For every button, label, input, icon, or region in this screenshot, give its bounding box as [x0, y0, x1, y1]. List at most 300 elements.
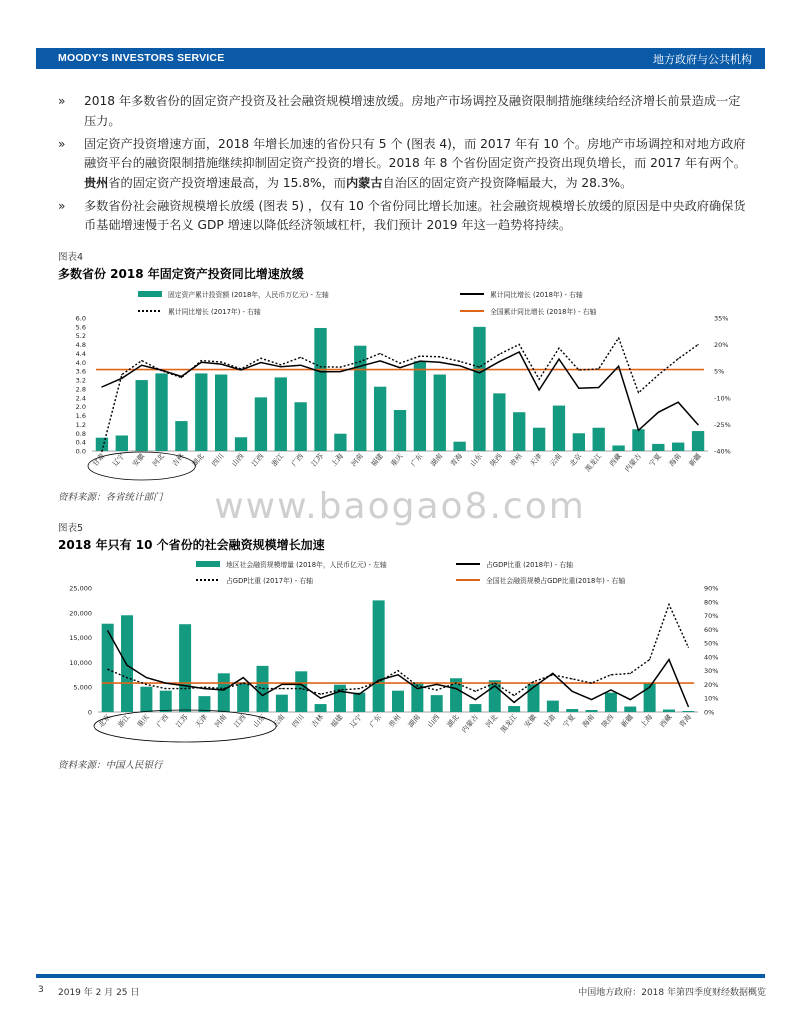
y-right-tick-label: 50%: [704, 639, 719, 648]
y-left-tick-label: 0.4: [75, 438, 86, 447]
x-tick-label: 河北: [484, 713, 500, 730]
y-left-tick-label: 3.6: [75, 367, 86, 376]
x-tick-label: 重庆: [389, 452, 405, 469]
data-point: [578, 369, 579, 370]
data-point: [678, 358, 679, 359]
data-point: [668, 604, 669, 605]
y-left-tick-label: 0.8: [75, 429, 86, 438]
data-point: [121, 374, 122, 375]
data-point: [638, 430, 639, 431]
y-right-tick-label: 10%: [704, 694, 719, 703]
x-tick-label: 青海: [449, 452, 465, 469]
y-right-tick-label: 0%: [704, 708, 715, 717]
legend-label: 固定资产累计投资额 (2018年，人民币万亿元) - 左轴: [168, 291, 329, 299]
bar: [573, 433, 585, 451]
data-point: [514, 695, 515, 696]
x-tick-label: 陕西: [600, 713, 616, 730]
data-point: [419, 360, 420, 361]
x-tick-label: 贵州: [387, 713, 403, 730]
data-point: [260, 362, 261, 363]
bar: [374, 387, 386, 451]
x-tick-label: 新疆: [619, 713, 635, 730]
footer-doc-title: 中国地方政府：2018 年第四季度财经数据概览: [578, 988, 766, 998]
x-tick-label: 江西: [232, 713, 248, 730]
data-point: [417, 688, 418, 689]
data-point: [320, 698, 321, 699]
bar: [473, 327, 485, 451]
bar: [155, 373, 167, 451]
y-left-tick-label: 2.8: [75, 385, 86, 394]
x-tick-label: 青海: [677, 713, 693, 730]
data-point: [533, 687, 534, 688]
bar: [198, 696, 210, 712]
y-right-tick-label: -25%: [714, 420, 731, 429]
y-right-tick-label: 70%: [704, 612, 719, 621]
bar: [334, 685, 346, 712]
x-tick-label: 内蒙古: [460, 713, 480, 735]
bar: [612, 445, 624, 451]
bar: [682, 711, 694, 712]
data-point: [499, 354, 500, 355]
data-point: [697, 424, 698, 425]
brand-name: MOODY'S INVESTORS SERVICE: [58, 52, 225, 64]
data-point: [436, 684, 437, 685]
bar: [692, 431, 704, 451]
bar: [605, 693, 617, 712]
data-point: [320, 366, 321, 367]
bar: [392, 691, 404, 712]
data-point: [479, 372, 480, 373]
bar: [96, 438, 108, 451]
data-point: [280, 364, 281, 365]
y-left-tick-label: 4.4: [75, 349, 86, 358]
data-point: [221, 361, 222, 362]
data-point: [359, 693, 360, 694]
x-tick-label: 安徽: [522, 713, 539, 730]
data-point: [688, 706, 689, 707]
y-left-tick-label: 10,000: [69, 658, 92, 667]
data-point: [538, 379, 539, 380]
bar: [453, 442, 465, 451]
bar: [215, 375, 227, 451]
data-point: [184, 685, 185, 686]
data-point: [280, 366, 281, 367]
x-tick-label: 四川: [290, 713, 306, 730]
data-point: [221, 364, 222, 365]
data-point: [223, 689, 224, 690]
bar: [414, 361, 426, 451]
bar: [275, 377, 287, 451]
bullet-text: 2018 年多数省份的固定资产投资及社会融资规模增速放缓。房地产市场调控及融资限制措施继续给经济增长前景造成一定压力。: [84, 94, 741, 128]
data-point: [397, 674, 398, 675]
data-point: [320, 693, 321, 694]
y-right-tick-label: 30%: [704, 667, 719, 676]
bullet-item: [58, 135, 748, 194]
bullet-marker: »: [58, 94, 66, 108]
y-left-tick-label: 3.2: [75, 376, 86, 385]
x-tick-label: 新疆: [687, 452, 703, 469]
y-left-tick-label: 2.4: [75, 394, 86, 403]
y-left-tick-label: 0.0: [75, 447, 86, 456]
data-point: [610, 689, 611, 690]
figure4-label: 图表4: [58, 252, 84, 263]
data-point: [107, 669, 108, 670]
footer-bar: [36, 974, 765, 978]
data-point: [572, 691, 573, 692]
data-point: [630, 699, 631, 700]
data-point: [399, 367, 400, 368]
x-tick-label: 上海: [639, 713, 655, 730]
x-tick-label: 贵州: [508, 452, 524, 469]
y-right-tick-label: 5%: [714, 367, 725, 376]
data-point: [101, 451, 102, 452]
x-tick-label: 山东: [468, 452, 485, 469]
data-point: [101, 386, 102, 387]
bar: [276, 695, 288, 712]
data-point: [359, 688, 360, 689]
data-point: [514, 702, 515, 703]
x-tick-label: 河南: [213, 713, 229, 730]
data-point: [301, 684, 302, 685]
x-tick-label: 福建: [329, 713, 345, 730]
x-tick-label: 广西: [290, 452, 306, 469]
x-tick-label: 安徽: [131, 452, 147, 469]
data-point: [459, 361, 460, 362]
data-point: [165, 688, 166, 689]
x-tick-label: 广西: [155, 713, 171, 730]
bar: [179, 624, 191, 712]
x-tick-label: 辽宁: [348, 713, 364, 730]
data-point: [475, 699, 476, 700]
bar: [593, 428, 605, 451]
data-point: [598, 387, 599, 388]
bar: [632, 429, 644, 451]
data-point: [126, 665, 127, 666]
y-right-tick-label: 35%: [714, 314, 729, 323]
bar: [394, 410, 406, 451]
data-point: [668, 659, 669, 660]
legend-label: 累计同比增长 (2017年) - 右轴: [168, 308, 261, 316]
y-left-tick-label: 20,000: [69, 609, 92, 618]
bar: [586, 710, 598, 712]
x-tick-label: 山西: [426, 713, 442, 730]
bar: [195, 373, 207, 451]
legend-label: 占GDP比重 (2018年) - 右轴: [486, 561, 573, 569]
figure4-title: 多数省份 2018 年固定资产投资同比增速放缓: [58, 267, 304, 281]
data-point: [459, 365, 460, 366]
y-left-tick-label: 15,000: [69, 634, 92, 643]
bar: [237, 682, 249, 712]
data-point: [161, 370, 162, 371]
data-point: [300, 357, 301, 358]
legend-label: 地区社会融资规模增量 (2018年，人民币亿元) - 左轴: [226, 561, 387, 569]
data-point: [107, 630, 108, 631]
watermark: www.baogao8.com: [214, 486, 586, 527]
data-point: [262, 688, 263, 689]
bar: [140, 687, 152, 712]
bullet-text: 自治区的固定资产投资降幅最大，为 28.3%。: [382, 175, 633, 190]
data-point: [201, 360, 202, 361]
bar: [235, 437, 247, 451]
bar: [652, 444, 664, 451]
x-tick-label: 海南: [580, 713, 597, 730]
bar: [553, 406, 565, 451]
bullet-list: [58, 92, 748, 239]
figure4-chart: [0, 282, 800, 482]
data-point: [649, 659, 650, 660]
x-tick-label: 宁夏: [561, 713, 577, 730]
data-point: [223, 688, 224, 689]
data-point: [455, 688, 456, 689]
data-point: [494, 685, 495, 686]
legend-swatch: [196, 561, 220, 567]
data-point: [436, 689, 437, 690]
data-point: [181, 377, 182, 378]
y-right-tick-label: 80%: [704, 598, 719, 607]
x-tick-label: 北京: [97, 713, 113, 730]
data-point: [455, 682, 456, 683]
data-point: [618, 366, 619, 367]
data-point: [558, 348, 559, 349]
x-tick-label: 河北: [150, 452, 167, 469]
data-point: [598, 368, 599, 369]
x-tick-label: 重庆: [135, 713, 151, 730]
data-point: [658, 374, 659, 375]
x-tick-label: 上海: [329, 452, 345, 469]
bullet-text: 省的固定资产投资增速最高，为 15.8%，而: [108, 175, 346, 190]
data-point: [146, 677, 147, 678]
bar: [295, 671, 307, 712]
data-point: [610, 674, 611, 675]
bar: [513, 412, 525, 451]
bar: [624, 707, 636, 712]
x-tick-label: 宁夏: [647, 452, 663, 469]
data-point: [417, 685, 418, 686]
bullet-item: [58, 92, 748, 131]
y-left-tick-label: 4.0: [75, 358, 86, 367]
bullet-item: [58, 197, 748, 236]
figure4-source: 资料来源：各省统计部门: [58, 492, 163, 503]
bar: [294, 402, 306, 451]
data-point: [649, 687, 650, 688]
bar: [508, 706, 520, 712]
bar: [175, 421, 187, 451]
x-tick-label: 广东: [409, 452, 425, 469]
x-tick-label: 江苏: [309, 452, 326, 469]
x-tick-label: 山东: [251, 713, 268, 730]
data-point: [378, 680, 379, 681]
section-name: 地方政府与公共机构: [653, 53, 752, 66]
data-point: [475, 691, 476, 692]
data-point: [638, 392, 639, 393]
data-point: [340, 367, 341, 368]
x-tick-label: 湖南: [429, 452, 445, 469]
data-point: [126, 677, 127, 678]
y-right-tick-label: 20%: [714, 341, 729, 350]
figure5-label: 图表5: [58, 523, 84, 534]
data-point: [494, 682, 495, 683]
data-point: [360, 361, 361, 362]
data-point: [533, 681, 534, 682]
data-point: [339, 691, 340, 692]
data-point: [165, 682, 166, 683]
bar: [533, 428, 545, 451]
data-point: [281, 688, 282, 689]
bar: [431, 695, 443, 712]
y-right-tick-label: 40%: [704, 653, 719, 662]
data-point: [572, 678, 573, 679]
data-point: [552, 674, 553, 675]
data-point: [240, 369, 241, 370]
data-point: [439, 356, 440, 357]
data-point: [141, 365, 142, 366]
x-tick-label: 西藏: [607, 452, 624, 469]
y-left-tick-label: 0: [87, 708, 92, 717]
y-left-tick-label: 5.2: [75, 332, 86, 341]
data-point: [578, 388, 579, 389]
bar: [334, 434, 346, 451]
bar: [547, 701, 559, 712]
data-point: [339, 689, 340, 690]
data-point: [538, 389, 539, 390]
x-tick-label: 云南: [548, 452, 564, 469]
data-point: [262, 695, 263, 696]
x-tick-label: 内蒙古: [623, 452, 643, 474]
bar: [255, 397, 267, 451]
x-tick-label: 天津: [193, 713, 209, 730]
data-point: [499, 361, 500, 362]
y-right-tick-label: -10%: [714, 394, 731, 403]
data-point: [630, 673, 631, 674]
data-point: [340, 371, 341, 372]
x-tick-label: 湖北: [190, 452, 206, 469]
data-point: [301, 688, 302, 689]
bar: [136, 380, 148, 451]
bar: [493, 393, 505, 451]
bullet-bold-neimenggu: 内蒙古: [345, 175, 383, 190]
x-tick-label: 河南: [349, 452, 365, 469]
x-tick-label: 西藏: [658, 713, 674, 730]
x-tick-label: 甘肃: [91, 452, 107, 469]
bar: [663, 710, 675, 712]
bar: [373, 600, 385, 712]
x-tick-label: 吉林: [309, 713, 326, 730]
legend-label: 累计同比增长 (2018年) - 右轴: [490, 291, 583, 299]
footer-page-number: 3: [38, 985, 44, 995]
y-right-tick-label: 90%: [704, 584, 719, 593]
data-point: [558, 359, 559, 360]
x-tick-label: 甘肃: [542, 713, 558, 730]
figure5-title: 2018 年只有 10 个省份的社会融资规模增长加速: [58, 538, 325, 552]
y-right-tick-label: 20%: [704, 680, 719, 689]
bar: [218, 673, 230, 712]
bullet-marker: »: [58, 198, 66, 213]
data-point: [439, 362, 440, 363]
data-point: [360, 366, 361, 367]
y-right-tick-label: 60%: [704, 625, 719, 634]
data-point: [591, 682, 592, 683]
series-line-2017: [108, 605, 689, 696]
figure5-chart: [0, 553, 800, 753]
y-left-tick-label: 5.6: [75, 323, 86, 332]
legend-swatch: [138, 291, 162, 297]
bullet-bold-guizhou: 贵州: [84, 175, 109, 190]
data-point: [201, 362, 202, 363]
data-point: [240, 368, 241, 369]
data-point: [378, 681, 379, 682]
x-tick-label: 天津: [528, 452, 544, 469]
x-tick-label: 陕西: [488, 452, 504, 469]
bar: [314, 328, 326, 451]
x-tick-label: 江西: [250, 452, 266, 469]
bar: [672, 443, 684, 451]
legend-label: 全国累计同比增长 (2018年) - 右轴: [490, 308, 597, 316]
x-tick-label: 广东: [368, 713, 384, 730]
data-point: [204, 687, 205, 688]
y-left-tick-label: 6.0: [75, 314, 86, 323]
data-point: [184, 688, 185, 689]
bar: [116, 435, 128, 451]
y-left-tick-label: 25,000: [69, 584, 92, 593]
bar: [469, 704, 481, 712]
x-tick-label: 山西: [230, 452, 246, 469]
data-point: [397, 670, 398, 671]
x-tick-label: 湖北: [445, 713, 461, 730]
data-point: [519, 344, 520, 345]
data-point: [320, 371, 321, 372]
data-point: [380, 360, 381, 361]
y-left-tick-label: 4.8: [75, 341, 86, 350]
data-point: [260, 358, 261, 359]
bar: [121, 615, 133, 712]
x-tick-label: 浙江: [116, 713, 132, 730]
x-tick-label: 福建: [369, 452, 385, 469]
data-point: [243, 682, 244, 683]
x-tick-label: 海南: [667, 452, 683, 469]
data-point: [591, 699, 592, 700]
x-tick-label: 北京: [568, 452, 584, 469]
data-point: [243, 677, 244, 678]
data-point: [141, 360, 142, 361]
y-left-tick-label: 2.0: [75, 403, 86, 412]
x-tick-label: 四川: [210, 452, 226, 469]
bullet-marker: »: [58, 136, 66, 151]
x-tick-label: 黑龙江: [583, 452, 604, 474]
data-point: [419, 356, 420, 357]
x-tick-label: 辽宁: [111, 452, 127, 469]
y-left-tick-label: 5,000: [73, 683, 92, 692]
data-point: [300, 365, 301, 366]
x-tick-label: 吉林: [170, 452, 186, 469]
data-point: [399, 363, 400, 364]
bar: [434, 375, 446, 451]
data-point: [479, 367, 480, 368]
data-point: [658, 412, 659, 413]
x-tick-label: 浙江: [270, 452, 286, 469]
data-point: [281, 684, 282, 685]
data-point: [688, 647, 689, 648]
data-point: [552, 673, 553, 674]
footer-date: 2019 年 2 月 25 日: [58, 988, 140, 998]
x-tick-label: 黑龙江: [499, 713, 519, 735]
bar: [527, 684, 539, 712]
x-tick-label: 江苏: [174, 713, 190, 730]
data-point: [204, 688, 205, 689]
bar: [160, 691, 172, 712]
data-point: [146, 684, 147, 685]
y-left-tick-label: 1.6: [75, 412, 86, 421]
figure5-source: 资料来源：中国人民银行: [58, 760, 163, 771]
